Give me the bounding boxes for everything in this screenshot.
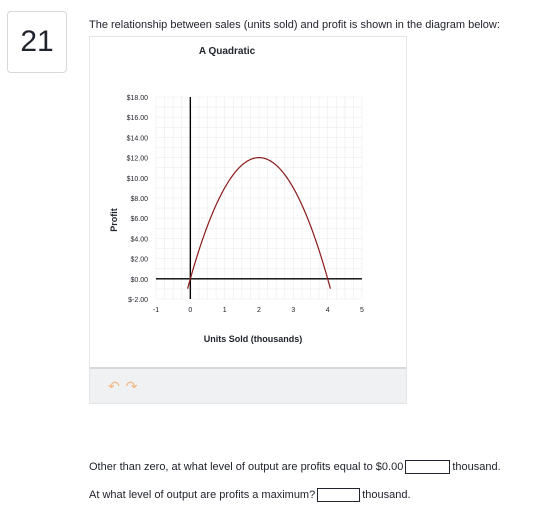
widget-toolbar xyxy=(90,367,406,403)
question-number: 21 xyxy=(7,11,67,73)
chart-title: A Quadratic xyxy=(198,46,256,57)
y-tick-label: $10.00 xyxy=(126,175,148,183)
answer-input-2[interactable] xyxy=(317,488,360,502)
chart-grid xyxy=(156,97,362,299)
y-tick-label: $8.00 xyxy=(130,196,148,203)
x-tick-label: 1 xyxy=(222,307,227,314)
y-axis-label: Profit xyxy=(109,208,119,232)
y-tick-labels xyxy=(127,95,149,304)
x-tick-label: 0 xyxy=(188,307,193,314)
y-tick-label: $-2.00 xyxy=(128,297,148,304)
y-tick-label: $6.00 xyxy=(130,216,148,224)
graph-widget xyxy=(89,36,407,404)
redo-icon[interactable]: ↷ xyxy=(125,378,138,394)
x-tick-label: 3 xyxy=(291,307,296,314)
question-2-unit: thousand. xyxy=(362,489,411,501)
x-tick-label: 5 xyxy=(360,307,364,314)
x-tick-label: -1 xyxy=(152,307,160,314)
question-1 xyxy=(89,460,501,474)
question-1-text: Other than zero, at what level of output are profits equal to $0.00 xyxy=(89,461,404,473)
y-tick-label: $16.00 xyxy=(126,115,148,123)
y-tick-label: $0.00 xyxy=(130,276,148,284)
question-2 xyxy=(89,488,411,502)
quadratic-chart xyxy=(90,37,406,367)
y-tick-label: $2.00 xyxy=(130,256,148,264)
y-tick-label: $18.00 xyxy=(126,95,148,102)
x-axis-label: Units Sold (thousands) xyxy=(203,334,303,344)
question-1-unit: thousand. xyxy=(452,461,501,473)
answer-input-1[interactable] xyxy=(405,460,450,474)
question-prompt: The relationship between sales (units sold) and profit is shown in the diagram below: xyxy=(89,19,500,31)
undo-icon[interactable]: ↶ xyxy=(108,378,120,394)
y-tick-label: $14.00 xyxy=(126,135,148,143)
y-tick-label: $4.00 xyxy=(130,236,148,244)
question-2-text: At what level of output are profits a maximum? xyxy=(89,489,316,501)
y-tick-label: $12.00 xyxy=(126,155,148,163)
x-tick-label: 4 xyxy=(325,307,330,314)
x-tick-labels xyxy=(153,307,364,314)
x-tick-label: 2 xyxy=(257,307,261,314)
